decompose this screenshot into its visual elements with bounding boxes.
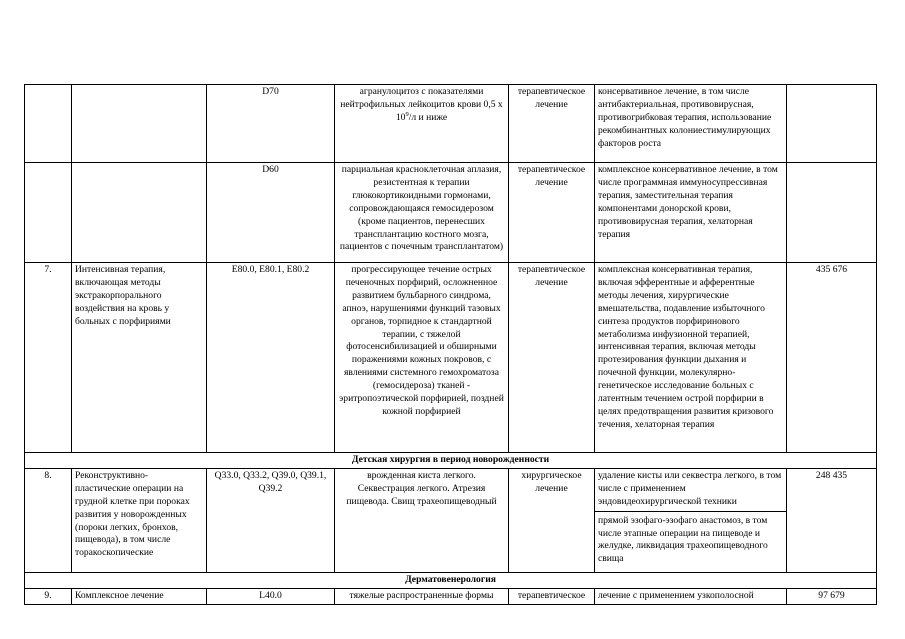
- table-row: [25, 588, 877, 604]
- patient-model-exponent: 9: [405, 110, 409, 118]
- cost: 97 679: [787, 588, 877, 604]
- row-number: 9.: [25, 588, 72, 604]
- icd-codes: D60: [207, 163, 335, 263]
- icd-codes: E80.0, E80.1, E80.2: [207, 263, 335, 453]
- cost: 248 435: [787, 468, 877, 572]
- care-type-name: Комплексное лечение: [72, 588, 207, 604]
- table-row: [25, 263, 877, 453]
- treatment-kind: хирургическое лечение: [509, 468, 595, 572]
- cost: [787, 85, 877, 163]
- care-type-name: [72, 163, 207, 263]
- cost: 435 676: [787, 263, 877, 453]
- row-number: 8.: [25, 468, 72, 572]
- treatment-kind: терапевтическое: [509, 588, 595, 604]
- table-row: [25, 163, 877, 263]
- section-row: [25, 453, 877, 469]
- row-number: 7.: [25, 263, 72, 453]
- treatment-method: [595, 468, 787, 572]
- section-row: [25, 572, 877, 588]
- care-type-name: Реконструктивно-пластические операции на грудной клетке при пороках развития у новорожденных (пороки легких, бронхов, пищевода), в том числе торакоскопические: [72, 468, 207, 572]
- row-number: [25, 163, 72, 263]
- treatment-method: консервативное лечение, в том числе антибактериальная, противовирусная, противогрибковая терапия, использование рекомбинантных колониестимулирующих факторов роста: [595, 85, 787, 163]
- treatment-method-primary: удаление кисты или секвестра легкого, в том числе с применением эндовидеохирургической техники: [598, 469, 782, 507]
- patient-model: [335, 85, 509, 163]
- patient-model: прогрессирующее течение острых печеночных порфирий, осложненное развитием бульбарного синдрома, апноэ, нарушениями функций тазовых органов, торпидное к стандартной терапии, с тяжелой фотосенсибилизацией и обширными поражениями кожных покровов, с явлениями системного гемохроматоза (гемосидероза) тканей - эритропоэтической порфирией, поздней кожной порфирией: [335, 263, 509, 453]
- care-type-name: Интенсивная терапия, включающая методы экстракорпорального воздействия на кровь у больных с порфириями: [72, 263, 207, 453]
- cost: [787, 163, 877, 263]
- patient-model-tail: /л и ниже: [408, 111, 448, 123]
- icd-codes: L40.0: [207, 588, 335, 604]
- treatment-kind: терапевтическое лечение: [509, 85, 595, 163]
- icd-codes: Q33.0, Q33.2, Q39.0, Q39.1, Q39.2: [207, 468, 335, 572]
- patient-model-text: агранулоцитоз с показателями нейтрофильных лейкоцитов крови 0,5 x 10: [340, 86, 503, 123]
- treatment-kind: терапевтическое лечение: [509, 263, 595, 453]
- section-title: Дерматовенерология: [25, 572, 877, 588]
- treatment-method: комплексная консервативная терапия, включая эфферентные и афферентные методы лечения, хирургические вмешательства, подавление избыточного синтеза продуктов порфиринового метаболизма инфузионной терапией, интенсивная терапия, включая методы протезирования функции дыхания и почечной функции, молекулярно-генетическое исследование больных с латентным течением острой порфирии в целях предотвращения развития кризового течения, хелаторная терапия: [595, 263, 787, 453]
- care-type-name: [72, 85, 207, 163]
- treatment-method-secondary: прямой эзофаго-эзофаго анастомоз, в том числе этапные операции на пищеводе и желудке, ликвидация трахеопищеводного свища: [595, 511, 786, 567]
- treatment-method: лечение с применением узкополосной: [595, 588, 787, 604]
- icd-codes: D70: [207, 85, 335, 163]
- patient-model: парциальная красноклеточная аплазия, резистентная к терапии глюкокортикоидными гормонами, сопровождающаяся гемосидерозом (кроме пациентов, перенесших трансплантацию костного мозга, пациентов с почечным трансплантатом): [335, 163, 509, 263]
- treatment-method: комплексное консервативное лечение, в том числе программная иммуносупрессивная терапия, заместительная терапия компонентами донорской крови, противовирусная терапия, хелаторная терапия: [595, 163, 787, 263]
- patient-model: тяжелые распространенные формы: [335, 588, 509, 604]
- medical-care-table: [24, 84, 877, 605]
- table-row: [25, 468, 877, 572]
- row-number: [25, 85, 72, 163]
- patient-model: врожденная киста легкого. Секвестрация легкого. Атрезия пищевода. Свищ трахеопищеводный: [335, 468, 509, 572]
- section-title: Детская хирургия в период новорожденности: [25, 453, 877, 469]
- treatment-kind: терапевтическое лечение: [509, 163, 595, 263]
- table-row: [25, 85, 877, 163]
